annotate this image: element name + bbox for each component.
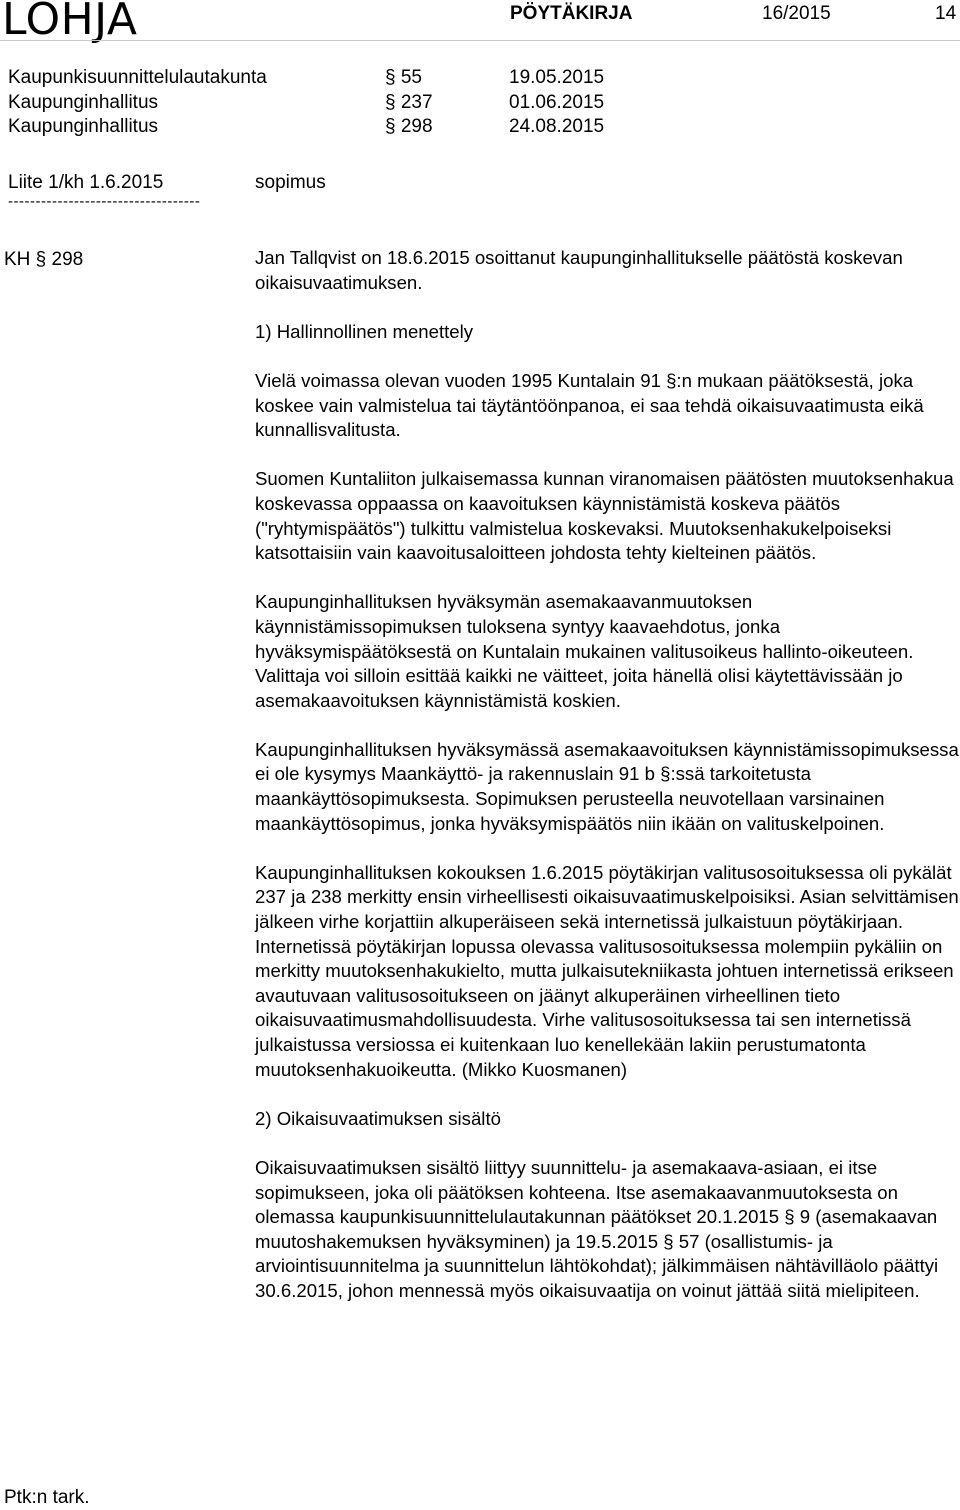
paragraph: Jan Tallqvist on 18.6.2015 osoittanut kaupunginhallitukselle päätöstä koskevan oikaisuvaatimuksen.: [255, 247, 903, 293]
subheading-procedure: 1) Hallinnollinen menettely: [255, 320, 474, 342]
document-type: PÖYTÄKIRJA: [510, 3, 633, 24]
reference-section: § 237: [385, 92, 433, 113]
page-number: 14: [935, 3, 957, 24]
reference-body: Kaupunginhallitus: [8, 92, 159, 113]
separator-line: -----------------------------------: [8, 193, 201, 210]
paragraph: Kaupunginhallituksen hyväksymässä asemakaavoituksen käynnistämissopimuksessa ei ole kysymys Maankäyttö- ja rakennuslain 91 b §:ssä tarkoitetusta maankäyttösopimuksesta. Sopimuksen perusteella neuvotellaan varsinainen maankäyttösopimus, jonka hyväksymispäätös niin ikään on valituskelpoinen.: [255, 738, 959, 834]
attachment-name: sopimus: [255, 172, 326, 193]
attachment-label: Liite 1/kh 1.6.2015: [8, 172, 164, 193]
paragraph: Oikaisuvaatimuksen sisältö liittyy suunnittelu- ja asemakaava-asiaan, ei itse sopimukseen, joka oli päätöksen kohteena. Itse asemakaavanmuutoksesta on olemassa kaupunkisuunnittelulautakunnan päätökset 20.1.2015 § 9 (asemakaavan muutoshakemuksen hyväksyminen) ja 19.5.2015 § 57 (osallistumis- ja arviointisuunnitelma ja suunnittelun lähtökohdat); jälkimmäisen nähtävilläolo päättyi 30.6.2015, johon mennessä myös oikaisuvaatija on voinut jättää siitä mielipiteen.: [255, 1156, 939, 1301]
reference-date: 19.05.2015: [509, 67, 605, 88]
logo: LOHJA: [2, 0, 138, 45]
reference-body: Kaupunginhallitus: [8, 116, 159, 137]
body-text: [255, 246, 960, 1328]
reference-body: Kaupunkisuunnittelulautakunta: [8, 67, 267, 88]
document-number: 16/2015: [762, 3, 831, 24]
reference-date: 24.08.2015: [509, 116, 605, 137]
reference-date: 01.06.2015: [509, 92, 605, 113]
reference-section: § 55: [385, 67, 422, 88]
paragraph: Kaupunginhallituksen hyväksymän asemakaavanmuutoksen käynnistämissopimuksen tuloksena syntyy kaavaehdotus, jonka hyväksymispäätöksestä on Kuntalain mukainen valitusoikeus hallinto-oikeuteen. Valittaja voi silloin esittää kaikki ne väitteet, joita hänellä olisi käytettävissään jo asemakaavoituksen käynnistämistä koskien.: [255, 591, 914, 711]
header-divider: [0, 40, 960, 41]
subheading-content: 2) Oikaisuvaatimuksen sisältö: [255, 1107, 501, 1129]
section-label: KH § 298: [4, 249, 84, 270]
paragraph: Kaupunginhallituksen kokouksen 1.6.2015 pöytäkirjan valitusosoituksessa oli pykälät 237 ja 238 merkitty ensin virheellisesti oikaisuvaatimuskelpoisiksi. Asian selvittämisen jälkeen virhe korjattiin alkuperäiseen sekä internetissä julkaistuun pöytäkirjaan. Internetissä pöytäkirjan lopussa olevassa valitusosoituksessa molempiin pykäliin on merkitty muutoksenhakukielto, mutta julkaisutekniikasta johtuen internetissä erikseen avautuvaan valitusosoitukseen on jäänyt alkuperäinen virheellinen tieto oikaisuvaatimusmahdollisuudesta. Virhe valitusosoituksessa tai sen internetissä julkaistussa versiossa ei kuitenkaan luo kenellekään lakiin perustumatonta muutoksenhakuoikeutta. (Mikko Kuosmanen): [255, 861, 959, 1080]
paragraph: Vielä voimassa olevan vuoden 1995 Kuntalain 91 §:n mukaan päätöksestä, joka koskee vain valmistelua tai täytäntöönpanoa, ei saa tehdä oikaisuvaatimusta eikä kunnallisvalitusta.: [255, 369, 924, 441]
reference-section: § 298: [385, 116, 433, 137]
paragraph: Suomen Kuntaliiton julkaisemassa kunnan viranomaisen päätösten muutoksenhakua koskevassa oppaassa on kaavoituksen käynnistämistä koskeva päätös ("ryhtymispäätös") tulkittu valmistelua koskevaksi. Muutoksenhakukelpoiseksi katsottaisiin vain kaavoitusaloitteen johdosta tehty kielteinen päätös.: [255, 468, 954, 564]
footer-note: Ptk:n tark.: [4, 1487, 90, 1508]
